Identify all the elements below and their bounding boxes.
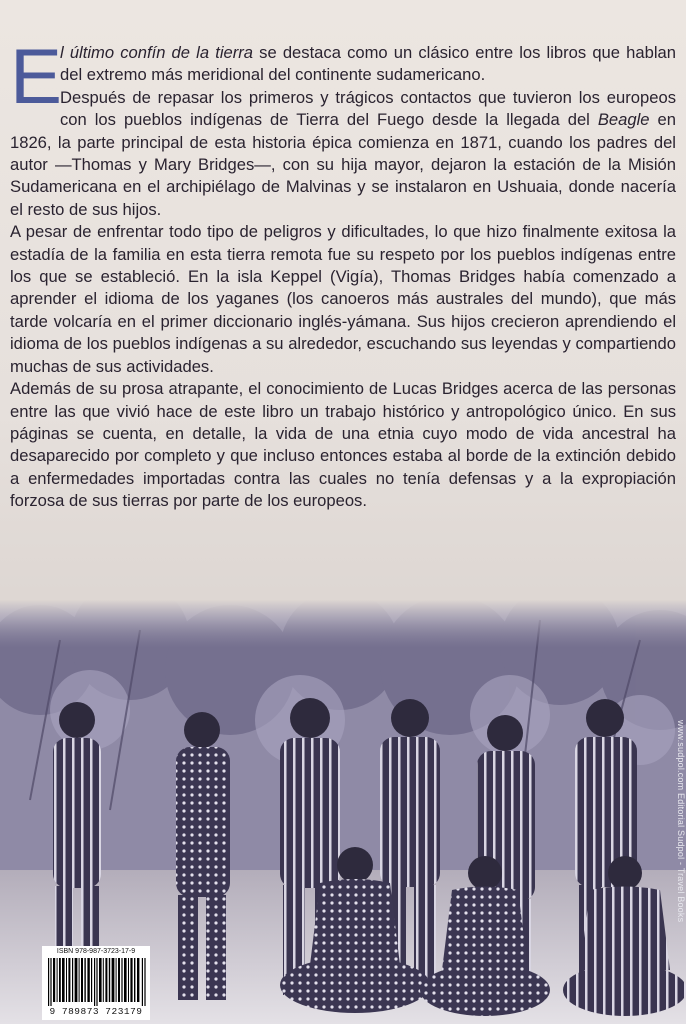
synopsis-paragraph-3: A pesar de enfrentar todo tipo de peligros y dificultades, lo que hizo finalmente exitosa la estadía de la familia en esta tierra remota fue su respeto por los pueblos indígenas entre los que se estableció. En la isla Keppel (Vigía), Thomas Bridges había comenzado a aprender el idioma de los yaganes (los canoeros más australes del mundo), que más tarde volcaría en el primer diccionario inglés-yámana. Sus hijos crecieron aprendiendo el idioma de los pueblos indígenas a su alrededor, escuchando sus leyendas y compartiendo muchas de sus actividades. <box>10 222 676 376</box>
isbn-label: ISBN 978-987-3723-17-9 <box>56 948 136 955</box>
barcode-digits: 9 789873 723179 <box>49 1006 143 1017</box>
paragraph-1-text: se destaca como un clásico entre los libros que hablan del extremo más meridional del continente sudamericano. <box>60 43 676 85</box>
ship-name: Beagle <box>597 110 650 130</box>
book-title-mention: l último confín de la tierra <box>60 43 254 62</box>
seated-figures <box>280 847 686 1016</box>
synopsis-text <box>10 32 676 513</box>
barcode-bars <box>48 958 146 1006</box>
drop-cap-letter: E <box>10 32 63 120</box>
isbn-barcode <box>42 946 150 1020</box>
synopsis-paragraph-4: Además de su prosa atrapante, el conocimiento de Lucas Bridges acerca de las personas entre las que vivió hace de este libro un trabajo histórico y antropológico único. En sus páginas se cuenta, en detalle, la vida de una etnia cuyo modo de vida ancestral ha desaparecido por completo y que incluso entonces estaba al borde de la extinción debido a enfermedades importadas contra las cuales no tenía defensas y a la expropiación forzosa de sus tierras por parte de los europeos. <box>10 379 676 511</box>
synopsis-paragraph-2 <box>10 87 676 221</box>
publisher-imprint: www.sudpol.com Editorial Sudpol - Travel Books <box>676 720 686 923</box>
paragraph-2-start: Después de repasar los primeros y trágicos contactos que tuvieron los europeos con los pueblos indígenas de Tierra del Fuego desde la llegada del <box>60 87 676 130</box>
paragraph-2-end: en 1826, la parte principal de esta historia épica comienza en 1871, cuando los padres del autor —Thomas y Mary Bridges—, con su hija mayor, dejaron la estación de la Misión Sudamericana en el archipiélago de Malvinas y se instalaron en Ushuaia, donde nacería el resto de sus hijos. <box>10 110 676 219</box>
